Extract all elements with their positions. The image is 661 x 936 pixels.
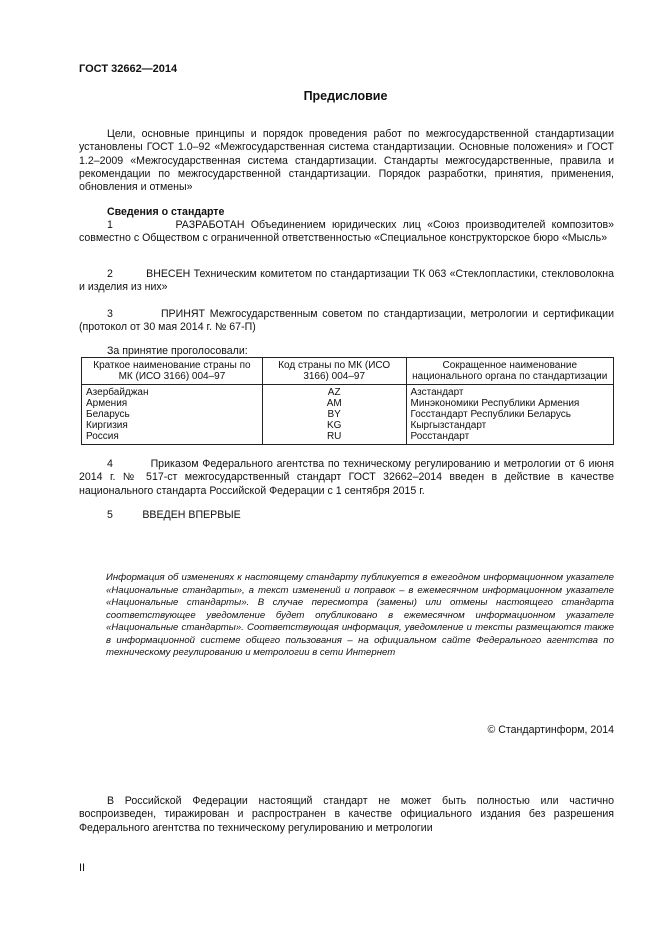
country-code: RU [262,431,406,445]
changes-info-note: Информация об изменениях к настоящему стандарту публикуется в ежегодном информационном указателе «Национальные стандарты», а текст изменений и поправок – в ежемесячном информационном указателе «Национальные стандарты». В случае пересмотра (замены) или отмены настоящего стандарта соответствующее уведомление будет опубликовано в ежемесячном информационном указателе «Национальные стандарты». Соответствующая информация, уведомление и тексты размещаются также в информационной системе общего пользования – на официальном сайте Федерального агентства по техническому регулированию и метрологии в сети Интернет [106,572,614,658]
item-2-number: 2 [107,268,113,280]
table-row [82,409,614,420]
item-3-paragraph [79,308,614,335]
item-5-number: 5 [107,509,113,521]
standard-info-section [79,206,614,219]
table-row [82,420,614,431]
item-1-text: РАЗРАБОТАН Объединением юридических лиц «Союз производителей композитов» совместно с Обществом с ограниченной ответственностью «Специальное конструкторское бюро «Мысль» [79,219,614,245]
item-5 [79,509,614,522]
votes-caption: За принятие проголосовали: [107,345,248,357]
country-name: Киргизия [82,420,263,431]
standards-body: Росстандарт [406,431,614,445]
item-4-text: Приказом Федерального агентства по техническому регулированию и метрологии от 6 июня 2014 г. № 517-ст межгосударственный стандарт ГОСТ 32662–2014 введен в действие в качестве национального стандарта Российской Федерации с 1 сентября 2015 г. [79,458,614,497]
page-number: II [79,862,86,874]
item-5-paragraph [79,509,614,522]
item-3 [79,308,614,335]
standards-body: Госстандарт Республики Беларусь [406,409,614,420]
document-header: ГОСТ 32662—2014 [79,63,178,75]
votes-table-header-row [82,358,614,385]
item-1-number: 1 [107,219,113,231]
votes-table [81,357,614,445]
country-code: KG [262,420,406,431]
standards-body: Азстандарт [406,385,614,399]
item-3-number: 3 [107,308,113,320]
intro-text: Цели, основные принципы и порядок проведения работ по межгосударственной стандартизации установлены ГОСТ 1.0–92 «Межгосударственная система стандартизации. Основные положения» и ГОСТ 1.2–2009 «Межгосударственная система стандартизации. Стандарты межгосударственные, правила и рекомендации по межгосударственной стандартизации. Порядок разработки, принятия, применения, обновления и отмены» [79,128,614,194]
item-4 [79,458,614,498]
table-row [82,385,614,399]
country-name: Азербайджан [82,385,263,399]
item-2-paragraph [79,268,614,295]
country-name: Беларусь [82,409,263,420]
intro-paragraph [79,128,614,194]
country-code: BY [262,409,406,420]
item-2-text: ВНЕСЕН Техническим комитетом по стандартизации ТК 063 «Стеклопластики, стекловолокна и изделия из них» [79,268,615,294]
header-standards-body: Сокращенное наименование национального органа по стандартизации [406,358,614,385]
item-1 [79,219,614,246]
info-heading: Сведения о стандарте [107,206,225,218]
item-5-text: ВВЕДЕН ВПЕРВЫЕ [142,509,241,521]
item-1-paragraph [79,219,614,246]
country-name: Россия [82,431,263,445]
item-3-text: ПРИНЯТ Межгосударственным советом по стандартизации, метрологии и сертификации (протокол от 30 мая 2014 г. № 67-П) [79,308,615,334]
standards-body: Кыргызстандарт [406,420,614,431]
table-row [82,431,614,445]
standards-body: Минэкономики Республики Армения [406,398,614,409]
country-name: Армения [82,398,263,409]
item-2 [79,268,614,295]
country-code: AM [262,398,406,409]
item-4-number: 4 [107,458,113,470]
item-4-paragraph [79,458,614,498]
page-title: Предисловие [303,89,388,103]
header-country-name: Краткое наименование страны по МК (ИСО 3166) 004–97 [82,358,263,385]
country-code: AZ [262,385,406,399]
table-row [82,398,614,409]
copyright-notice: © Стандартинформ, 2014 [487,724,614,736]
reproduction-notice: В Российской Федерации настоящий стандарт не может быть полностью или частично воспроизведен, тиражирован и распространен в качестве официального издания без разрешения Федерального агентства по техническому регулированию и метрологии [79,795,614,834]
header-country-code: Код страны по МК (ИСО 3166) 004–97 [262,358,406,385]
